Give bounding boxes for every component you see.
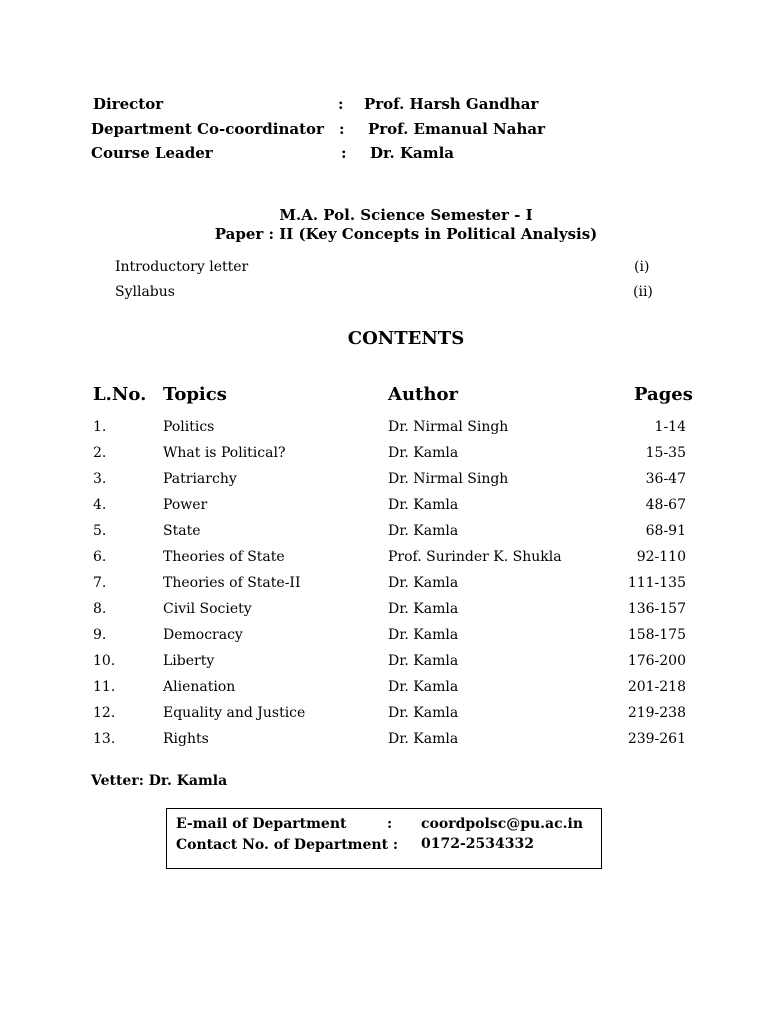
coordinator-label: Department Co-coordinator [91, 120, 324, 138]
row-number: 7. [93, 575, 107, 591]
prelim-item-label: Introductory letter [115, 259, 249, 275]
row-topic: Rights [163, 731, 209, 747]
row-pages: 48-67 [645, 497, 686, 513]
table-row [0, 731, 768, 753]
phone-label: Contact No. of Department : [176, 837, 399, 853]
row-pages: 239-261 [627, 731, 686, 747]
row-author: Dr. Kamla [388, 575, 459, 591]
table-row [0, 445, 768, 467]
row-pages: 158-175 [627, 627, 686, 643]
row-pages: 111-135 [627, 575, 686, 591]
row-topic: Civil Society [163, 601, 252, 617]
row-author: Dr. Kamla [388, 653, 459, 669]
row-author: Prof. Surinder K. Shukla [388, 549, 562, 565]
row-pages: 15-35 [645, 445, 686, 461]
director-label: Director [93, 95, 164, 113]
row-number: 13. [93, 731, 116, 747]
table-row [0, 575, 768, 597]
row-pages: 1-14 [654, 419, 686, 435]
contents-heading: CONTENTS [347, 328, 465, 349]
director-colon: : [338, 95, 344, 113]
prelim-item-page: (ii) [633, 284, 653, 300]
row-author: Dr. Kamla [388, 679, 459, 695]
contact-box [166, 808, 602, 869]
row-author: Dr. Kamla [388, 445, 459, 461]
coordinator-value: Prof. Emanual Nahar [368, 120, 545, 138]
table-row [0, 601, 768, 623]
row-author: Dr. Nirmal Singh [388, 471, 509, 487]
row-topic: Liberty [163, 653, 215, 669]
row-topic: Theories of State [163, 549, 285, 565]
email-colon: : [387, 816, 393, 832]
row-pages: 176-200 [627, 653, 686, 669]
course-leader-label: Course Leader [91, 144, 213, 162]
table-row [0, 497, 768, 519]
table-row [0, 523, 768, 545]
row-topic: Power [163, 497, 208, 513]
prelim-item-page: (i) [634, 259, 650, 275]
row-number: 12. [93, 705, 116, 721]
table-row [0, 679, 768, 701]
row-number: 6. [93, 549, 107, 565]
vetter-line: Vetter: Dr. Kamla [91, 773, 228, 789]
row-number: 2. [93, 445, 107, 461]
row-pages: 92-110 [636, 549, 686, 565]
row-topic: State [163, 523, 201, 539]
row-author: Dr. Kamla [388, 705, 459, 721]
table-row [0, 653, 768, 675]
email-value: coordpolsc@pu.ac.in [421, 816, 584, 832]
row-topic: What is Political? [163, 445, 286, 461]
column-header-author: Author [388, 384, 458, 405]
column-header-topics: Topics [163, 384, 227, 405]
row-number: 1. [93, 419, 107, 435]
row-topic: Patriarchy [163, 471, 237, 487]
row-number: 5. [93, 523, 107, 539]
row-author: Dr. Kamla [388, 497, 459, 513]
row-topic: Democracy [163, 627, 243, 643]
row-topic: Politics [163, 419, 215, 435]
row-number: 11. [93, 679, 116, 695]
email-label: E-mail of Department [176, 816, 347, 832]
course-title: M.A. Pol. Science Semester - I [279, 206, 533, 224]
table-row [0, 705, 768, 727]
row-pages: 36-47 [645, 471, 686, 487]
row-author: Dr. Nirmal Singh [388, 419, 509, 435]
row-number: 3. [93, 471, 107, 487]
column-header-lno: L.No. [93, 384, 147, 405]
paper-title: Paper : II (Key Concepts in Political Analysis) [214, 225, 598, 243]
prelim-item-label: Syllabus [115, 284, 175, 300]
row-pages: 68-91 [645, 523, 686, 539]
row-number: 8. [93, 601, 107, 617]
row-pages: 219-238 [627, 705, 686, 721]
table-row [0, 419, 768, 441]
row-number: 9. [93, 627, 107, 643]
course-leader-colon: : [341, 144, 347, 162]
row-author: Dr. Kamla [388, 627, 459, 643]
row-pages: 201-218 [627, 679, 686, 695]
table-row [0, 471, 768, 493]
table-row [0, 627, 768, 649]
row-topic: Alienation [163, 679, 236, 695]
row-pages: 136-157 [627, 601, 686, 617]
director-value: Prof. Harsh Gandhar [364, 95, 539, 113]
row-author: Dr. Kamla [388, 731, 459, 747]
row-topic: Equality and Justice [163, 705, 306, 721]
table-row [0, 549, 768, 571]
phone-value: 0172-2534332 [421, 836, 534, 852]
coordinator-colon: : [339, 120, 345, 138]
row-number: 10. [93, 653, 116, 669]
row-number: 4. [93, 497, 107, 513]
column-header-pages: Pages [634, 384, 693, 405]
row-topic: Theories of State-II [163, 575, 301, 591]
row-author: Dr. Kamla [388, 523, 459, 539]
course-leader-value: Dr. Kamla [370, 144, 455, 162]
row-author: Dr. Kamla [388, 601, 459, 617]
